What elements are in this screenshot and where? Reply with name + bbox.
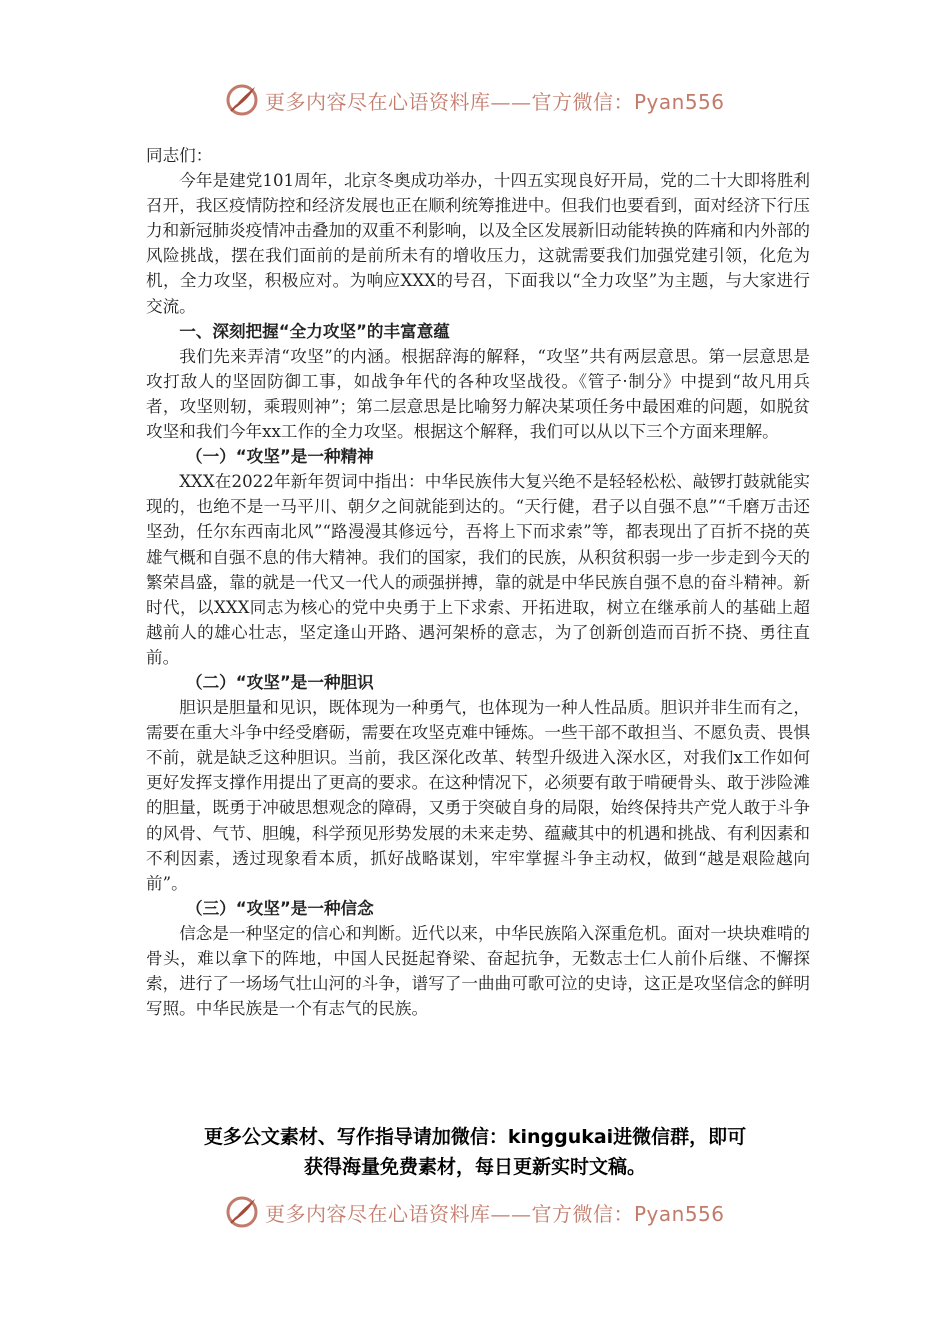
promo-line: 更多公文素材、写作指导请加微信：kinggukai进微信群，即可 (203, 1126, 747, 1148)
promo-notice (130, 1122, 820, 1182)
paragraph: XXX在2022年新年贺词中指出：中华民族伟大复兴绝不是轻轻松松、敲锣打鼓就能实现的，也绝不是一马平川、朝夕之间就能到达的。“天行健，君子以自强不息”“千磨万击还坚劲，任尔东西南北风”“路漫漫其修远兮，吾将上下而求索”等，都表现出了百折不挠的英雄气概和自强不息的伟大精神。我们的国家，我们的民族，从积贫积弱一步一步走到今天的繁荣昌盛，靠的就是一代又一代人的顽强拼搏，靠的就是中华民族自强不息的奋斗精神。新时代，以XXX同志为核心的党中央勇于上下求索、开拓进取，树立在继承前人的基础上超越前人的雄心壮志，坚定逢山开路、遇河架桥的意志，为了创新创造而百折不挠、勇往直前。 (146, 472, 810, 667)
quill-logo-icon (225, 1195, 259, 1229)
header-banner (0, 80, 950, 120)
paragraph: 胆识是胆量和见识，既体现为一种勇气，也体现为一种人性品质。胆识并非生而有之，需要在重大斗争中经受磨砺，需要在攻坚克难中锤炼。一些干部不敢担当、不愿负责、畏惧不前，就是缺乏这种胆识。当前，我区深化改革、转型升级进入深水区，对我们x工作如何更好发挥支撑作用提出了更高的要求。在这种情况下，必须要有敢于啃硬骨头、敢于涉险滩的胆量，既勇于冲破思想观念的障碍，又勇于突破自身的局限，始终保持共产党人敢于斗争的风骨、气节、胆魄，科学预见形势发展的未来走势、蕴藏其中的机遇和挑战、有利因素和不利因素，透过现象看本质，抓好战略谋划，牢牢掌握斗争主动权，做到“越是艰险越向前”。 (146, 698, 810, 893)
banner-text: 更多内容尽在心语资料库——官方微信：Pyan556 (265, 1201, 725, 1226)
footer-banner (0, 1192, 950, 1232)
paragraph: 信念是一种坚定的信心和判断。近代以来，中华民族陷入深重危机。面对一块块难啃的骨头，难以拿下的阵地，中国人民挺起脊梁、奋起抗争，无数志士仁人前仆后继、不懈探索，进行了一场场气壮山河的斗争，谱写了一曲曲可歌可泣的史诗，这正是攻坚信念的鲜明写照。中华民族是一个有志气的民族。 (146, 923, 810, 1019)
banner-text: 更多内容尽在心语资料库——官方微信：Pyan556 (265, 89, 725, 114)
quill-logo-icon (225, 83, 259, 117)
salutation: 同志们： (146, 146, 213, 165)
paragraph: 今年是建党101周年，北京冬奥成功举办，十四五实现良好开局，党的二十大即将胜利召开，我区疫情防控和经济发展也正在顺利统筹推进中。但我们也要看到，面对经济下行压力和新冠肺炎疫情冲击叠加的双重不利影响，以及全区发展新旧动能转换的阵痛和内外部的风险挑战，摆在我们面前的是前所未有的增收压力，这就需要我们加强党建引领，化危为机，全力攻坚，积极应对。为响应XXX的号召，下面我以“全力攻坚”为主题，与大家进行交流。 (146, 171, 810, 316)
section-heading: 一、深刻把握“全力攻坚”的丰富意蕴 (179, 321, 450, 341)
document-body (146, 143, 810, 1021)
subsection-heading: （三）“攻坚”是一种信念 (186, 898, 374, 918)
promo-line: 获得海量免费素材，每日更新实时文稿。 (303, 1156, 646, 1178)
wechat-id: Pyan556 (634, 1201, 725, 1226)
subsection-heading: （二）“攻坚”是一种胆识 (186, 672, 374, 692)
wechat-id: Pyan556 (634, 89, 725, 114)
subsection-heading: （一）“攻坚”是一种精神 (186, 447, 374, 467)
paragraph: 我们先来弄清“攻坚”的内涵。根据辞海的解释，“攻坚”共有两层意思。第一层意思是攻打敌人的坚固防御工事，如战争年代的各种攻坚战役。《管子·制分》中提到“故凡用兵者，攻坚则轫，乘瑕则神”；第二层意思是比喻努力解决某项任务中最困难的问题，如脱贫攻坚和我们今年xx工作的全力攻坚。根据这个解释，我们可以从以下三个方面来理解。 (146, 346, 810, 442)
